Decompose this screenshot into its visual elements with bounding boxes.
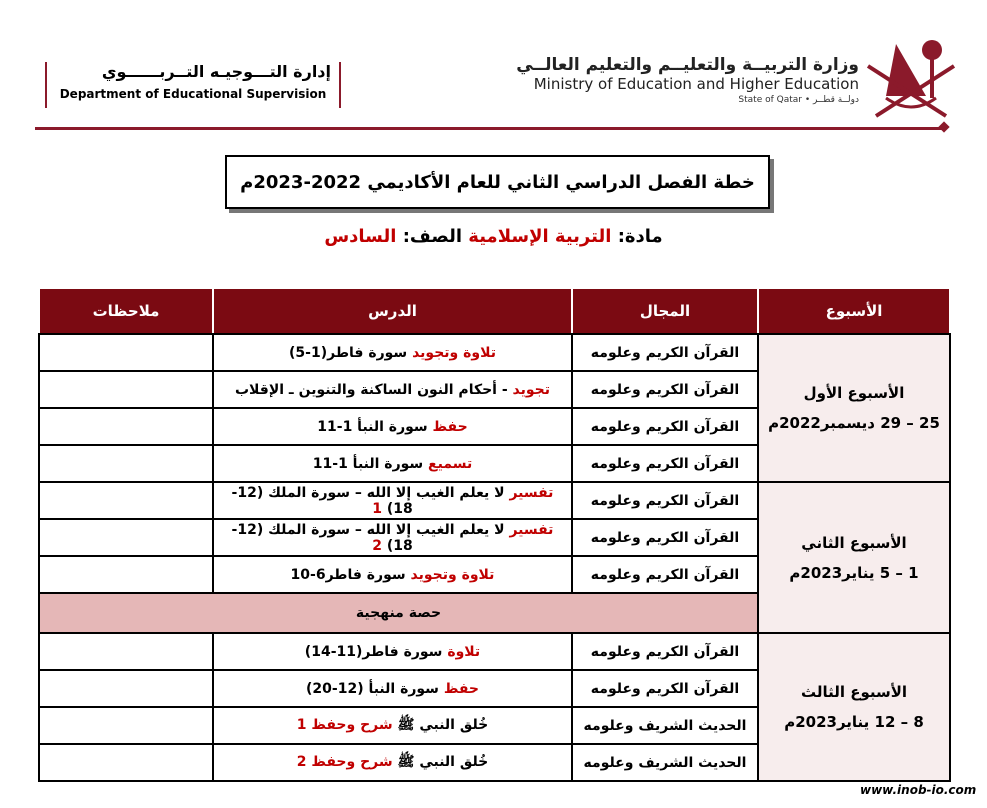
notes-cell xyxy=(39,519,213,556)
lesson-cell xyxy=(213,334,572,371)
week-name: الأسبوع الأول xyxy=(803,384,905,402)
lesson-cell xyxy=(213,744,572,781)
subject-label: مادة: xyxy=(617,226,663,247)
week-dates: 8 – 12 يناير2023م xyxy=(784,713,924,731)
notes-cell xyxy=(39,556,213,593)
lesson-text: لا يعلم الغيب إلا الله – سورة الملك (12-18) xyxy=(231,521,505,554)
domain-cell: القرآن الكريم وعلومه xyxy=(572,556,758,593)
department-name-en: Department of Educational Supervision xyxy=(59,87,327,101)
department-header xyxy=(45,62,341,108)
lesson-suffix: 1 xyxy=(372,500,382,517)
domain-cell: الحديث الشريف وعلومه xyxy=(572,707,758,744)
lesson-text: خُلق النبي ﷺ xyxy=(397,753,489,770)
lesson-type: تلاوة xyxy=(447,643,481,660)
lesson-text: سورة فاطر(1-5) xyxy=(289,344,408,361)
page-title: خطة الفصل الدراسي الثاني للعام الأكاديمي 2022-2023م xyxy=(225,155,770,209)
week-name: الأسبوع الثالث xyxy=(800,683,908,701)
table-row xyxy=(39,482,950,519)
subject-value: التربية الإسلامية xyxy=(468,226,612,247)
lesson-type: تفسير xyxy=(509,521,554,538)
lesson-text: سورة فاطر6-10 xyxy=(290,566,406,583)
notes-cell xyxy=(39,334,213,371)
domain-cell: القرآن الكريم وعلومه xyxy=(572,482,758,519)
notes-cell xyxy=(39,633,213,670)
lesson-type: تلاوة وتجويد xyxy=(412,344,496,361)
domain-cell: القرآن الكريم وعلومه xyxy=(572,445,758,482)
table-header-row xyxy=(39,288,950,334)
lesson-suffix: شرح وحفظ 2 xyxy=(296,753,393,770)
header-notes: ملاحظات xyxy=(39,288,213,334)
lesson-text: سورة النبأ (12-20) xyxy=(306,680,439,697)
lesson-type: تفسير xyxy=(509,484,554,501)
lesson-type: حفظ xyxy=(443,680,479,697)
lesson-text: سورة النبأ 1-11 xyxy=(312,455,424,472)
notes-cell xyxy=(39,707,213,744)
week-cell xyxy=(758,482,950,633)
table-row xyxy=(39,633,950,670)
week-dates: 1 – 5 يناير2023م xyxy=(789,563,919,582)
notes-cell xyxy=(39,371,213,408)
lesson-text: لا يعلم الغيب إلا الله – سورة الملك (12-18) xyxy=(231,484,505,517)
divider-arrow xyxy=(938,121,949,132)
domain-cell: القرآن الكريم وعلومه xyxy=(572,519,758,556)
domain-cell: القرآن الكريم وعلومه xyxy=(572,408,758,445)
lesson-cell xyxy=(213,633,572,670)
lesson-cell xyxy=(213,707,572,744)
lesson-text: سورة فاطر(11-14) xyxy=(304,643,443,660)
notes-cell xyxy=(39,744,213,781)
header-divider xyxy=(35,127,943,130)
notes-cell xyxy=(39,408,213,445)
lesson-type: تلاوة وتجويد xyxy=(410,566,495,583)
notes-cell xyxy=(39,670,213,707)
header-week: الأسبوع xyxy=(758,288,950,334)
qatar-emblem-logo xyxy=(866,36,956,120)
week-name: الأسبوع الثاني xyxy=(801,533,907,552)
grade-value: السادس xyxy=(324,226,397,247)
curricular-period-cell: حصة منهجية xyxy=(39,593,758,633)
lesson-text: خُلق النبي ﷺ xyxy=(397,716,489,733)
lesson-cell xyxy=(213,371,572,408)
notes-cell xyxy=(39,445,213,482)
ministry-name-ar: وزارة التربيــة والتعليــم والتعليم العالــي xyxy=(516,55,859,75)
header-lesson: الدرس xyxy=(213,288,572,334)
lesson-cell xyxy=(213,445,572,482)
ministry-name-en: Ministry of Education and Higher Education xyxy=(533,75,859,93)
lesson-type: تجويد xyxy=(512,381,551,398)
lesson-cell xyxy=(213,556,572,593)
lesson-text: - أحكام النون الساكنة والتنوين ـ الإقلاب xyxy=(234,381,508,398)
domain-cell: القرآن الكريم وعلومه xyxy=(572,670,758,707)
week-cell xyxy=(758,334,950,482)
department-name-ar: إدارة التـــوجيـه التــربــــــوي xyxy=(101,62,331,81)
grade-label: الصف: xyxy=(402,226,463,247)
domain-cell: الحديث الشريف وعلومه xyxy=(572,744,758,781)
lesson-cell xyxy=(213,519,572,556)
lesson-type: تسميع xyxy=(428,455,473,472)
lesson-suffix: 2 xyxy=(372,537,382,554)
plan-table xyxy=(38,287,951,782)
lesson-cell xyxy=(213,482,572,519)
lesson-cell xyxy=(213,408,572,445)
domain-cell: القرآن الكريم وعلومه xyxy=(572,633,758,670)
subject-line xyxy=(0,226,987,247)
ministry-header xyxy=(516,55,859,105)
header-domain: المجال xyxy=(572,288,758,334)
domain-cell: القرآن الكريم وعلومه xyxy=(572,371,758,408)
lesson-suffix: شرح وحفظ 1 xyxy=(296,716,393,733)
lesson-type: حفظ xyxy=(432,418,468,435)
lesson-cell xyxy=(213,670,572,707)
domain-cell: القرآن الكريم وعلومه xyxy=(572,334,758,371)
table-row xyxy=(39,334,950,371)
state-label: State of Qatar • دولــة قطــر xyxy=(738,95,859,105)
week-dates: 25 – 29 ديسمبر2022م xyxy=(768,414,940,432)
lesson-text: سورة النبأ 1-11 xyxy=(317,418,428,435)
week-cell xyxy=(758,633,950,781)
watermark: www.inob-io.com xyxy=(850,782,986,798)
notes-cell xyxy=(39,482,213,519)
